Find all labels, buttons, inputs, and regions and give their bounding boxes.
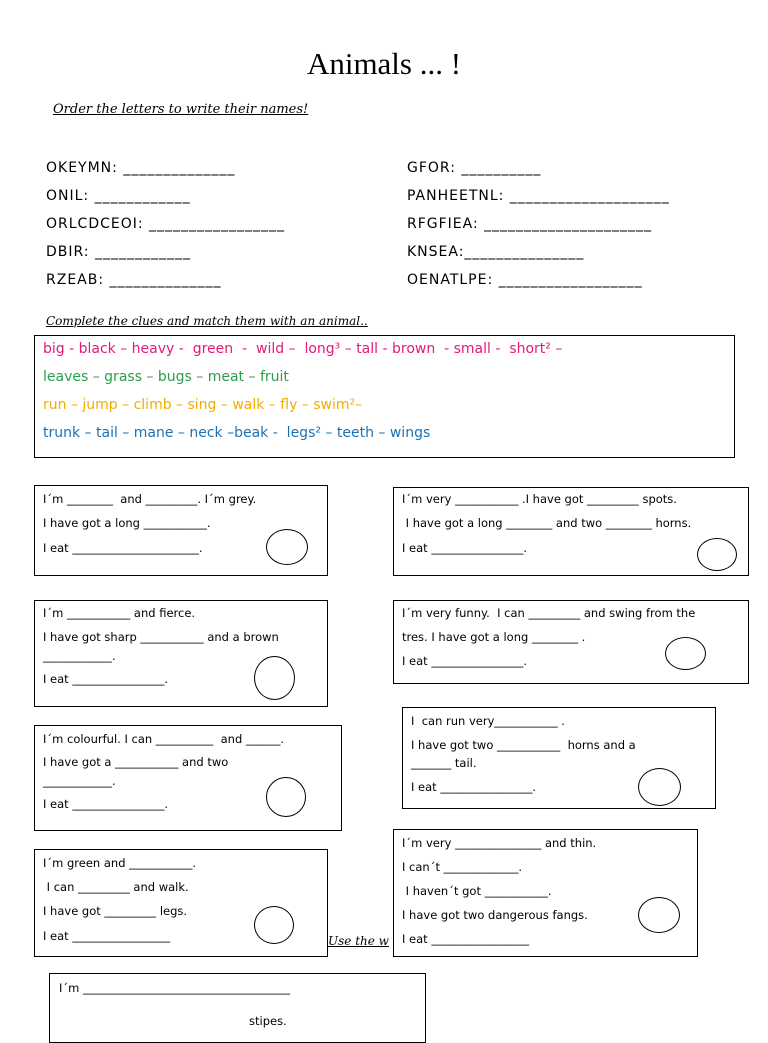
hidden-instruction: Use the w <box>328 934 389 948</box>
clue-line: I can _________ and walk. <box>43 880 189 894</box>
clue-line: I can´t _____________. <box>402 860 523 874</box>
scramble-item: GFOR: __________ <box>407 160 542 176</box>
clue-line: I have got a long ___________. <box>43 516 211 530</box>
clue-line: stipes. <box>249 1014 287 1028</box>
clue-line: I´m very _______________ and thin. <box>402 836 597 850</box>
scramble-item: RFGFIEA: _____________________ <box>407 216 653 232</box>
scramble-item: DBIR: ____________ <box>46 244 191 260</box>
clue-line: ____________. <box>43 649 116 663</box>
clue-line: I have got a ___________ and two <box>43 755 229 769</box>
clue-line: I have got _________ legs. <box>43 904 188 918</box>
word-bank <box>34 335 735 458</box>
clue-line: I´m ________ and _________. I´m grey. <box>43 492 257 506</box>
word-bank-food: leaves – grass – bugs – meat – fruit <box>43 369 289 385</box>
clue-line: I eat _________________ <box>402 932 530 946</box>
scramble-item: ONIL: ____________ <box>46 188 191 204</box>
clue-line: I have got a long ________ and two ________ horns. <box>402 516 692 530</box>
clue-line: I eat ________________. <box>43 797 168 811</box>
clue-line: I eat ______________________. <box>43 541 203 555</box>
answer-circle <box>266 529 308 565</box>
clue-card <box>393 600 749 684</box>
answer-circle <box>266 777 306 817</box>
clue-card <box>34 485 328 576</box>
scramble-item: OENATLPE: __________________ <box>407 272 643 288</box>
word-bank-body-parts: trunk – tail – mane – neck –beak - legs² – teeth – wings <box>43 425 431 441</box>
clue-line: ____________. <box>43 774 116 788</box>
clue-line: I have got two dangerous fangs. <box>402 908 588 922</box>
clue-line: I´m very ___________ .I have got _________ spots. <box>402 492 677 506</box>
clue-line: I´m ___________ and fierce. <box>43 606 196 620</box>
answer-circle <box>665 637 706 670</box>
clue-card <box>393 829 698 957</box>
clues-instruction: Complete the clues and match them with an animal.. <box>46 314 368 328</box>
scramble-item: PANHEETNL: ____________________ <box>407 188 670 204</box>
scramble-item: ORLCDCEOI: _________________ <box>46 216 286 232</box>
clue-card <box>34 725 342 831</box>
clue-card <box>402 707 716 809</box>
clue-card <box>34 600 328 707</box>
answer-circle <box>638 897 680 933</box>
clue-card <box>49 973 426 1043</box>
answer-circle <box>697 538 737 571</box>
scramble-item: RZEAB: ______________ <box>46 272 222 288</box>
clue-line: I have got sharp ___________ and a brown <box>43 630 279 644</box>
clue-line: I´m ____________________________________ <box>59 981 290 995</box>
clue-line: I eat ________________. <box>402 541 527 555</box>
scramble-item: OKEYMN: ______________ <box>46 160 236 176</box>
clue-line: tres. I have got a long ________ . <box>402 630 586 644</box>
answer-circle <box>638 768 681 806</box>
clue-card <box>393 487 749 576</box>
scramble-item: KNSEA:_______________ <box>407 244 585 260</box>
clue-card <box>34 849 328 957</box>
word-bank-adjectives: big - black – heavy - green - wild – long³ – tall - brown - small - short² – <box>43 341 563 357</box>
clue-line: I eat ________________. <box>43 672 168 686</box>
clue-line: _______ tail. <box>411 756 477 770</box>
clue-line: I haven´t got ___________. <box>402 884 552 898</box>
clue-line: I´m colourful. I can __________ and ______. <box>43 732 285 746</box>
clue-line: I have got two ___________ horns and a <box>411 738 636 752</box>
clue-line: I eat ________________. <box>402 654 527 668</box>
word-bank-actions: run – jump – climb – sing – walk – fly – swim²– <box>43 397 363 413</box>
page-title: Animals ... ! <box>306 46 462 81</box>
clue-line: I eat ________________. <box>411 780 536 794</box>
clue-line: I can run very___________ . <box>411 714 565 728</box>
clue-line: I´m very funny. I can _________ and swing from the <box>402 606 696 620</box>
clue-line: I´m green and ___________. <box>43 856 197 870</box>
clue-line: I eat _________________ <box>43 929 171 943</box>
answer-circle <box>254 906 294 944</box>
order-instruction: Order the letters to write their names! <box>53 102 309 117</box>
answer-circle <box>254 656 295 700</box>
